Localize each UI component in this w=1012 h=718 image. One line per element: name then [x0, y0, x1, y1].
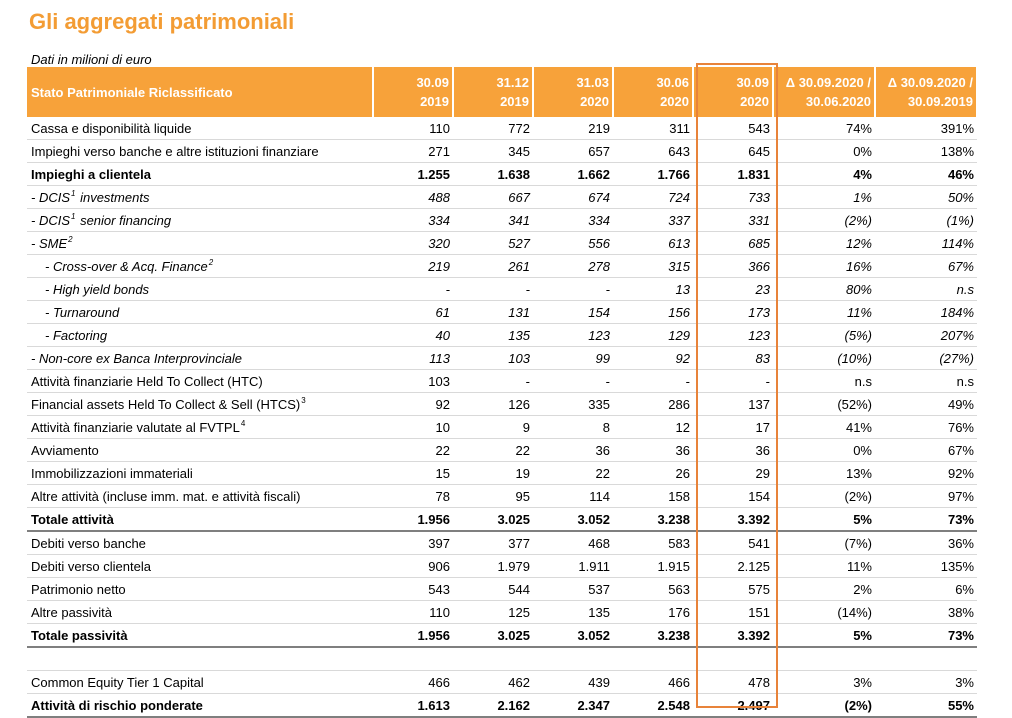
- row-label: [27, 601, 373, 624]
- table-row: [27, 555, 977, 578]
- table-row: [27, 508, 977, 532]
- row-label-text: Attività di rischio ponderate: [31, 697, 203, 713]
- cell-col-1: 126: [453, 393, 533, 416]
- header-col-0: [373, 67, 453, 117]
- table-row: [27, 347, 977, 370]
- cell-col-5: 16%: [773, 255, 875, 278]
- table-row: [27, 370, 977, 393]
- cell-col-4: 543: [693, 117, 773, 140]
- cell-col-2: 114: [533, 485, 613, 508]
- header-col-4: [693, 67, 773, 117]
- row-label: [27, 255, 373, 278]
- cell-col-0: 1.956: [373, 508, 453, 532]
- cell-col-5: 74%: [773, 117, 875, 140]
- header-col-1-line2: 2019: [500, 94, 529, 109]
- units-note: Dati in milioni di euro: [31, 52, 152, 67]
- cell-col-1: 345: [453, 140, 533, 163]
- page-title: Gli aggregati patrimoniali: [29, 9, 295, 34]
- cell-col-1: 22: [453, 439, 533, 462]
- row-label-text: Immobilizzazioni immateriali: [31, 465, 193, 481]
- cell-col-4: 154: [693, 485, 773, 508]
- cell-col-0: -: [373, 278, 453, 301]
- header-col-0-line1: 30.09: [416, 75, 449, 90]
- table-row: [27, 324, 977, 347]
- cell-col-1: [453, 647, 533, 671]
- row-label-text: - Non-core ex Banca Interprovinciale: [31, 350, 242, 366]
- cell-col-0: 40: [373, 324, 453, 347]
- cell-col-2: 8: [533, 416, 613, 439]
- cell-col-3: 92: [613, 347, 693, 370]
- cell-col-3: 315: [613, 255, 693, 278]
- cell-col-1: 667: [453, 186, 533, 209]
- row-label-text: Impieghi verso banche e altre istituzioni finanziare: [31, 143, 319, 159]
- cell-col-6: 38%: [875, 601, 977, 624]
- row-label-text: Patrimonio netto: [31, 581, 126, 597]
- table-row: [27, 416, 977, 439]
- cell-col-6: 391%: [875, 117, 977, 140]
- row-label-text: - High yield bonds: [45, 281, 150, 297]
- cell-col-0: 1.956: [373, 624, 453, 648]
- cell-col-2: 1.662: [533, 163, 613, 186]
- cell-col-0: 466: [373, 671, 453, 694]
- table-header-row: [27, 67, 977, 117]
- cell-col-4: [693, 647, 773, 671]
- row-label: [27, 439, 373, 462]
- cell-col-2: [533, 647, 613, 671]
- table-row: [27, 163, 977, 186]
- cell-col-1: 2.162: [453, 694, 533, 718]
- cell-col-1: -: [453, 370, 533, 393]
- row-label: [27, 324, 373, 347]
- cell-col-6: 49%: [875, 393, 977, 416]
- header-col-6-line2: 30.09.2019: [907, 94, 973, 109]
- cell-col-1: 135: [453, 324, 533, 347]
- cell-col-6: 67%: [875, 255, 977, 278]
- row-label-text: Debiti verso clientela: [31, 558, 151, 574]
- row-label: [27, 140, 373, 163]
- cell-col-6: 46%: [875, 163, 977, 186]
- cell-col-5: 11%: [773, 555, 875, 578]
- table-row: [27, 393, 977, 416]
- cell-col-5: n.s: [773, 370, 875, 393]
- table-row: [27, 255, 977, 278]
- cell-col-5: 13%: [773, 462, 875, 485]
- cell-col-5: 5%: [773, 624, 875, 648]
- cell-col-1: 1.638: [453, 163, 533, 186]
- row-label: [27, 301, 373, 324]
- cell-col-5: 41%: [773, 416, 875, 439]
- cell-col-4: 23: [693, 278, 773, 301]
- cell-col-2: 3.052: [533, 508, 613, 532]
- cell-col-2: 657: [533, 140, 613, 163]
- row-label: [27, 462, 373, 485]
- cell-col-5: (10%): [773, 347, 875, 370]
- table-row: [27, 140, 977, 163]
- cell-col-0: 271: [373, 140, 453, 163]
- cell-col-0: 78: [373, 485, 453, 508]
- row-label-text: Financial assets Held To Collect & Sell (HTCS): [31, 396, 301, 412]
- header-col-6-line1: Δ 30.09.2020 /: [887, 75, 973, 90]
- table-row: [27, 531, 977, 555]
- table-row: [27, 278, 977, 301]
- cell-col-2: 2.347: [533, 694, 613, 718]
- cell-col-0: 219: [373, 255, 453, 278]
- cell-col-2: 36: [533, 439, 613, 462]
- row-label: [27, 370, 373, 393]
- header-col-5-line1: Δ 30.09.2020 /: [785, 75, 871, 90]
- cell-col-5: 3%: [773, 671, 875, 694]
- cell-col-3: 613: [613, 232, 693, 255]
- cell-col-5: 0%: [773, 439, 875, 462]
- cell-col-3: 724: [613, 186, 693, 209]
- cell-col-4: 645: [693, 140, 773, 163]
- cell-col-5: (5%): [773, 324, 875, 347]
- cell-col-6: 135%: [875, 555, 977, 578]
- row-label-text: Attività finanziarie valutate al FVTPL: [31, 419, 240, 435]
- row-label: [27, 694, 373, 718]
- cell-col-0: 110: [373, 601, 453, 624]
- cell-col-3: 176: [613, 601, 693, 624]
- cell-col-4: 173: [693, 301, 773, 324]
- cell-col-4: 17: [693, 416, 773, 439]
- footnote-marker: 2: [68, 234, 73, 244]
- cell-col-0: 543: [373, 578, 453, 601]
- cell-col-1: 1.979: [453, 555, 533, 578]
- cell-col-4: 2.497: [693, 694, 773, 718]
- cell-col-4: 478: [693, 671, 773, 694]
- cell-col-3: 3.238: [613, 624, 693, 648]
- cell-col-3: 1.766: [613, 163, 693, 186]
- table-row: [27, 578, 977, 601]
- cell-col-1: 544: [453, 578, 533, 601]
- cell-col-1: 3.025: [453, 508, 533, 532]
- row-label: [27, 416, 373, 439]
- cell-col-5: 1%: [773, 186, 875, 209]
- cell-col-1: 377: [453, 531, 533, 555]
- cell-col-3: 12: [613, 416, 693, 439]
- cell-col-3: 36: [613, 439, 693, 462]
- row-label: [27, 278, 373, 301]
- cell-col-2: 278: [533, 255, 613, 278]
- cell-col-2: 556: [533, 232, 613, 255]
- cell-col-1: 3.025: [453, 624, 533, 648]
- cell-col-3: [613, 647, 693, 671]
- table-row: [27, 485, 977, 508]
- cell-col-3: 337: [613, 209, 693, 232]
- cell-col-3: 13: [613, 278, 693, 301]
- cell-col-6: 184%: [875, 301, 977, 324]
- cell-col-1: 527: [453, 232, 533, 255]
- row-label-text: Altre passività: [31, 604, 112, 620]
- cell-col-5: (52%): [773, 393, 875, 416]
- cell-col-1: 131: [453, 301, 533, 324]
- header-col-2-line1: 31.03: [576, 75, 609, 90]
- cell-col-4: 3.392: [693, 624, 773, 648]
- cell-col-4: 123: [693, 324, 773, 347]
- spacer-row: [27, 647, 977, 671]
- cell-col-0: 10: [373, 416, 453, 439]
- header-col-2: [533, 67, 613, 117]
- cell-col-0: 113: [373, 347, 453, 370]
- cell-col-4: -: [693, 370, 773, 393]
- cell-col-1: 103: [453, 347, 533, 370]
- cell-col-2: 135: [533, 601, 613, 624]
- row-label-text: - Cross-over & Acq. Finance: [45, 258, 208, 274]
- cell-col-6: 138%: [875, 140, 977, 163]
- row-label: [27, 347, 373, 370]
- cell-col-1: 125: [453, 601, 533, 624]
- cell-col-6: 50%: [875, 186, 977, 209]
- cell-col-3: 156: [613, 301, 693, 324]
- cell-col-1: 772: [453, 117, 533, 140]
- row-label-text: Attività finanziarie Held To Collect (HTC): [31, 373, 263, 389]
- table-row: [27, 186, 977, 209]
- cell-col-6: 73%: [875, 624, 977, 648]
- cell-col-2: 674: [533, 186, 613, 209]
- row-label: [27, 186, 373, 209]
- header-col-0-line2: 2019: [420, 94, 449, 109]
- table-row: [27, 601, 977, 624]
- cell-col-3: 311: [613, 117, 693, 140]
- row-label-text: - Turnaround: [45, 304, 120, 320]
- table-row: [27, 624, 977, 648]
- row-label-text: - SME: [31, 235, 68, 251]
- cell-col-4: 366: [693, 255, 773, 278]
- cell-col-3: -: [613, 370, 693, 393]
- cell-col-6: 73%: [875, 508, 977, 532]
- row-label-text: Totale attività: [31, 511, 114, 527]
- row-label-text: Cassa e disponibilità liquide: [31, 120, 192, 136]
- table-row: [27, 117, 977, 140]
- cell-col-0: 1.613: [373, 694, 453, 718]
- row-label-text: - DCIS: [31, 212, 70, 228]
- cell-col-6: n.s: [875, 370, 977, 393]
- row-label-text: Totale passività: [31, 627, 128, 643]
- cell-col-5: 0%: [773, 140, 875, 163]
- header-col-4-line1: 30.09: [736, 75, 769, 90]
- cell-col-5: 2%: [773, 578, 875, 601]
- cell-col-5: 12%: [773, 232, 875, 255]
- cell-col-3: 583: [613, 531, 693, 555]
- row-label-text: Debiti verso banche: [31, 535, 146, 551]
- cell-col-0: 103: [373, 370, 453, 393]
- cell-col-4: 541: [693, 531, 773, 555]
- cell-col-3: 129: [613, 324, 693, 347]
- cell-col-0: 92: [373, 393, 453, 416]
- cell-col-5: (2%): [773, 485, 875, 508]
- cell-col-5: (2%): [773, 209, 875, 232]
- header-col-3-line2: 2020: [660, 94, 689, 109]
- cell-col-1: 341: [453, 209, 533, 232]
- row-label: [27, 578, 373, 601]
- cell-col-4: 29: [693, 462, 773, 485]
- header-col-4-line2: 2020: [740, 94, 769, 109]
- header-col-6: [875, 67, 977, 117]
- header-col-5-line2: 30.06.2020: [805, 94, 871, 109]
- cell-col-2: -: [533, 278, 613, 301]
- cell-col-2: 154: [533, 301, 613, 324]
- row-label-text: - Factoring: [45, 327, 108, 343]
- cell-col-6: 97%: [875, 485, 977, 508]
- cell-col-4: 331: [693, 209, 773, 232]
- cell-col-2: -: [533, 370, 613, 393]
- row-label: [27, 393, 373, 416]
- cell-col-6: (27%): [875, 347, 977, 370]
- header-col-3: [613, 67, 693, 117]
- cell-col-4: 83: [693, 347, 773, 370]
- cell-col-0: 320: [373, 232, 453, 255]
- header-col-3-line1: 30.06: [656, 75, 689, 90]
- cell-col-5: (14%): [773, 601, 875, 624]
- table-row: [27, 462, 977, 485]
- cell-col-4: 733: [693, 186, 773, 209]
- row-label-text: - DCIS: [31, 189, 70, 205]
- row-label-text: Altre attività (incluse imm. mat. e attività fiscali): [31, 488, 301, 504]
- cell-col-1: 95: [453, 485, 533, 508]
- cell-col-0: 488: [373, 186, 453, 209]
- cell-col-6: 76%: [875, 416, 977, 439]
- table-row: [27, 694, 977, 718]
- cell-col-0: 334: [373, 209, 453, 232]
- row-label: [27, 117, 373, 140]
- cell-col-1: 462: [453, 671, 533, 694]
- cell-col-1: -: [453, 278, 533, 301]
- cell-col-0: 15: [373, 462, 453, 485]
- cell-col-2: 334: [533, 209, 613, 232]
- cell-col-2: 219: [533, 117, 613, 140]
- row-label: [27, 624, 373, 648]
- cell-col-4: 151: [693, 601, 773, 624]
- cell-col-3: 563: [613, 578, 693, 601]
- row-label: [27, 209, 373, 232]
- header-label: Stato Patrimoniale Riclassificato: [27, 67, 373, 117]
- cell-col-0: 22: [373, 439, 453, 462]
- cell-col-6: 67%: [875, 439, 977, 462]
- cell-col-6: 6%: [875, 578, 977, 601]
- cell-col-2: 3.052: [533, 624, 613, 648]
- cell-col-4: 36: [693, 439, 773, 462]
- cell-col-2: 335: [533, 393, 613, 416]
- cell-col-3: 286: [613, 393, 693, 416]
- cell-col-0: 110: [373, 117, 453, 140]
- cell-col-0: 1.255: [373, 163, 453, 186]
- cell-col-1: 19: [453, 462, 533, 485]
- row-label: [27, 647, 373, 671]
- footnote-marker: 4: [240, 418, 246, 428]
- row-label: [27, 485, 373, 508]
- table-row: [27, 301, 977, 324]
- cell-col-6: 3%: [875, 671, 977, 694]
- header-col-1-line1: 31.12: [496, 75, 529, 90]
- header-col-5: [773, 67, 875, 117]
- cell-col-6: n.s: [875, 278, 977, 301]
- table-row: [27, 209, 977, 232]
- row-label: [27, 555, 373, 578]
- cell-col-4: 575: [693, 578, 773, 601]
- cell-col-2: 1.911: [533, 555, 613, 578]
- row-label: [27, 163, 373, 186]
- row-label-text: Avviamento: [31, 442, 99, 458]
- cell-col-2: 123: [533, 324, 613, 347]
- cell-col-5: 11%: [773, 301, 875, 324]
- cell-col-5: 80%: [773, 278, 875, 301]
- cell-col-0: 906: [373, 555, 453, 578]
- cell-col-2: 537: [533, 578, 613, 601]
- cell-col-4: 137: [693, 393, 773, 416]
- cell-col-5: 5%: [773, 508, 875, 532]
- cell-col-0: 61: [373, 301, 453, 324]
- cell-col-4: 1.831: [693, 163, 773, 186]
- row-label: [27, 508, 373, 532]
- footnote-marker: 1: [71, 211, 76, 221]
- table-row: [27, 439, 977, 462]
- header-col-1: [453, 67, 533, 117]
- row-label-suffix: senior financing: [80, 212, 172, 228]
- cell-col-6: 207%: [875, 324, 977, 347]
- cell-col-2: 99: [533, 347, 613, 370]
- row-label: [27, 531, 373, 555]
- cell-col-4: 685: [693, 232, 773, 255]
- cell-col-6: [875, 647, 977, 671]
- cell-col-5: (2%): [773, 694, 875, 718]
- header-col-2-line2: 2020: [580, 94, 609, 109]
- table-row: [27, 232, 977, 255]
- cell-col-0: 397: [373, 531, 453, 555]
- cell-col-3: 1.915: [613, 555, 693, 578]
- footnote-marker: 2: [208, 257, 214, 267]
- cell-col-6: (1%): [875, 209, 977, 232]
- cell-col-2: 22: [533, 462, 613, 485]
- footnote-marker: 1: [71, 188, 76, 198]
- cell-col-3: 466: [613, 671, 693, 694]
- cell-col-0: [373, 647, 453, 671]
- cell-col-2: 439: [533, 671, 613, 694]
- cell-col-5: 4%: [773, 163, 875, 186]
- cell-col-4: 3.392: [693, 508, 773, 532]
- cell-col-3: 3.238: [613, 508, 693, 532]
- row-label: [27, 671, 373, 694]
- row-label-text: Common Equity Tier 1 Capital: [31, 674, 204, 690]
- cell-col-6: 55%: [875, 694, 977, 718]
- cell-col-5: [773, 647, 875, 671]
- cell-col-3: 158: [613, 485, 693, 508]
- cell-col-1: 9: [453, 416, 533, 439]
- row-label-suffix: investments: [80, 189, 150, 205]
- footnote-marker: 3: [301, 395, 306, 405]
- cell-col-6: 36%: [875, 531, 977, 555]
- cell-col-1: 261: [453, 255, 533, 278]
- table-body: [27, 117, 977, 717]
- cell-col-5: (7%): [773, 531, 875, 555]
- row-label-text: Impieghi a clientela: [31, 166, 151, 182]
- cell-col-3: 643: [613, 140, 693, 163]
- balance-sheet-table: [27, 67, 978, 718]
- cell-col-6: 92%: [875, 462, 977, 485]
- cell-col-6: 114%: [875, 232, 977, 255]
- cell-col-4: 2.125: [693, 555, 773, 578]
- table-row: [27, 671, 977, 694]
- row-label: [27, 232, 373, 255]
- cell-col-3: 2.548: [613, 694, 693, 718]
- cell-col-3: 26: [613, 462, 693, 485]
- cell-col-2: 468: [533, 531, 613, 555]
